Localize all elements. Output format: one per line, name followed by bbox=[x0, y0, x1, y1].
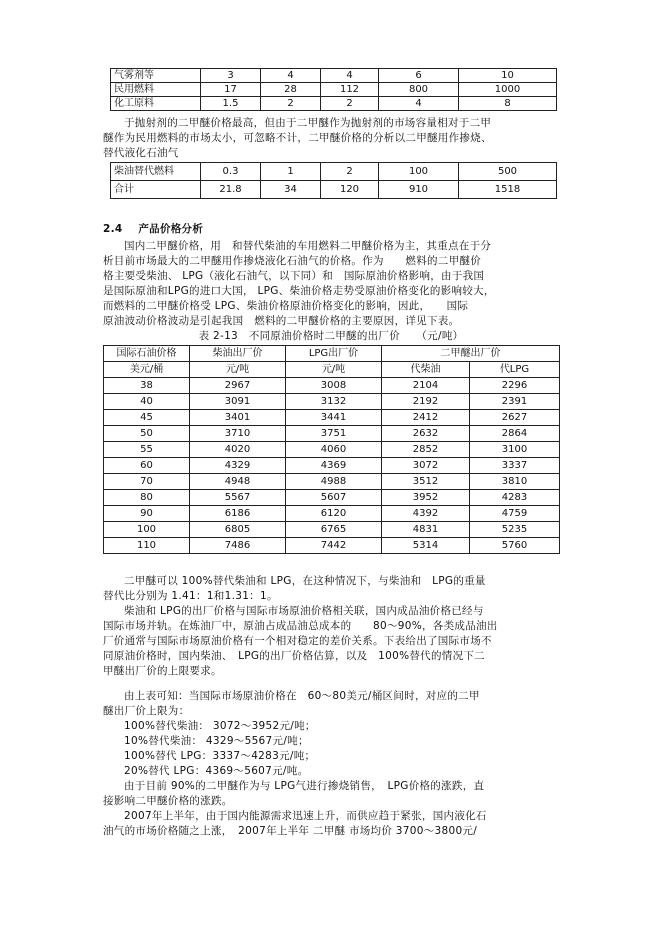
table-cell: 4759 bbox=[470, 506, 560, 522]
table-cell: 1000 bbox=[459, 83, 557, 97]
top-table bbox=[110, 68, 557, 111]
table-cell: 3072 bbox=[382, 458, 470, 474]
para3-line-2: 替代比分别为 1.41：1和1.31：1。 bbox=[103, 590, 278, 602]
table-cell: 60 bbox=[104, 458, 190, 474]
row-label: 民用燃料 bbox=[111, 83, 201, 97]
para1-line-1: 于抛射剂的二甲醚价格最高，但由于二甲醚作为抛射剂的市场容量相对于二甲 bbox=[124, 117, 492, 129]
para5-line-2: 醚出厂价上限为： bbox=[103, 705, 190, 717]
table-cell: 6 bbox=[379, 69, 459, 83]
second-table bbox=[110, 162, 557, 199]
table-cell: 4948 bbox=[190, 474, 286, 490]
table-cell: 2296 bbox=[470, 378, 560, 394]
table-cell: 3810 bbox=[470, 474, 560, 490]
table-cell: 2 bbox=[321, 97, 379, 111]
table-cell: 28 bbox=[261, 83, 321, 97]
table-cell: 3710 bbox=[190, 426, 286, 442]
table-cell: 500 bbox=[459, 163, 557, 181]
para4-line-3: 厂价通常与国际市场原油价格有一个相对稳定的差价关系。下表给出了国际市场不 bbox=[103, 635, 492, 647]
table-cell: 90 bbox=[104, 506, 190, 522]
table-row bbox=[104, 378, 560, 394]
table-cell: 4060 bbox=[286, 442, 382, 458]
table-cell: 2852 bbox=[382, 442, 470, 458]
table-cell: 1 bbox=[261, 163, 321, 181]
table-cell: 8 bbox=[459, 97, 557, 111]
section-title: 产品价格分析 bbox=[138, 223, 204, 235]
para2-line-1: 国内二甲醚价格，用 和替代柴油的车用燃料二甲醚价格为主，其重点在于分 bbox=[124, 240, 492, 252]
header-dme-price: 二甲醚出厂价 bbox=[382, 346, 560, 362]
table-cell: 2 bbox=[321, 163, 379, 181]
table-cell: 6805 bbox=[190, 522, 286, 538]
table-cell: 10 bbox=[459, 69, 557, 83]
table-cell: 120 bbox=[321, 181, 379, 199]
table-cell: 3132 bbox=[286, 394, 382, 410]
table-cell: 45 bbox=[104, 410, 190, 426]
row-label: 柴油替代燃料 bbox=[111, 163, 201, 181]
table-cell: 6765 bbox=[286, 522, 382, 538]
table-cell: 50 bbox=[104, 426, 190, 442]
row-label: 气雾剂等 bbox=[111, 69, 201, 83]
subheader-replace-lpg: 代LPG bbox=[470, 362, 560, 378]
table-cell: 4831 bbox=[382, 522, 470, 538]
price-table-body bbox=[104, 378, 560, 554]
table-cell: 1.5 bbox=[201, 97, 261, 111]
list-item-2: 10%替代柴油： 4329～5567元/吨； bbox=[124, 735, 309, 747]
table-cell: 6120 bbox=[286, 506, 382, 522]
table-cell: 7442 bbox=[286, 538, 382, 554]
table-cell: 4988 bbox=[286, 474, 382, 490]
table-cell: 55 bbox=[104, 442, 190, 458]
table-cell: 910 bbox=[379, 181, 459, 199]
table-row bbox=[111, 181, 557, 199]
table-cell: 4392 bbox=[382, 506, 470, 522]
para2-line-4: 是国际原油和LPG的进口大国， LPG、柴油价格走势受原油价格变化的影响较大， bbox=[103, 285, 495, 297]
table-cell: 7486 bbox=[190, 538, 286, 554]
table-cell: 2627 bbox=[470, 410, 560, 426]
second-table-body bbox=[111, 163, 557, 199]
para4-line-2: 国际市场并轨。在炼油厂中，原油占成品油总成本的 80～90%，各类成品油出 bbox=[103, 620, 498, 632]
table-cell: 4 bbox=[379, 97, 459, 111]
para4-line-5: 甲醚出厂价的上限要求。 bbox=[103, 665, 222, 677]
table-cell: 21.8 bbox=[201, 181, 261, 199]
table-cell: 3751 bbox=[286, 426, 382, 442]
table-row bbox=[104, 442, 560, 458]
table-row bbox=[104, 538, 560, 554]
table-cell: 5567 bbox=[190, 490, 286, 506]
unit-usd-barrel: 美元/桶 bbox=[104, 362, 190, 378]
table-cell: 70 bbox=[104, 474, 190, 490]
table-cell: 17 bbox=[201, 83, 261, 97]
table-cell: 2192 bbox=[382, 394, 470, 410]
para2-line-5: 而燃料的二甲醚价格受 LPG、柴油价格原油价格变化的影响，因此， 国际 bbox=[103, 300, 469, 312]
table-caption: 表 2-13 不同原油价格时二甲醚的出厂价 （元/吨） bbox=[198, 330, 464, 342]
table-row bbox=[104, 522, 560, 538]
table-cell: 3401 bbox=[190, 410, 286, 426]
para1-line-2: 醚作为民用燃料的市场太小，可忽略不计，二甲醚价格的分析以二甲醚用作掺烧、 bbox=[103, 132, 492, 144]
table-cell: 4369 bbox=[286, 458, 382, 474]
table-cell: 38 bbox=[104, 378, 190, 394]
table-row bbox=[104, 474, 560, 490]
para2-line-3: 格主要受柴油、 LPG（液化石油气，以下同）和 国际原油价格影响，由于我国 bbox=[103, 270, 485, 282]
unit-diesel: 元/吨 bbox=[190, 362, 286, 378]
table-cell: 3952 bbox=[382, 490, 470, 506]
para3-line-1: 二甲醚可以 100%替代柴油和 LPG，在这种情况下，与柴油和 LPG的重量 bbox=[124, 575, 486, 587]
table-row bbox=[111, 97, 557, 111]
table-cell: 4 bbox=[261, 69, 321, 83]
table-cell: 3337 bbox=[470, 458, 560, 474]
table-cell: 5314 bbox=[382, 538, 470, 554]
para4-line-4: 同原油价格时，国内柴油、 LPG的出厂价格估算，以及 100%替代的情况下二 bbox=[103, 650, 485, 662]
table-cell: 3091 bbox=[190, 394, 286, 410]
table-row bbox=[104, 490, 560, 506]
table-cell: 34 bbox=[261, 181, 321, 199]
table-cell: 100 bbox=[104, 522, 190, 538]
table-cell: 5235 bbox=[470, 522, 560, 538]
para7-line-1: 2007年上半年，由于国内能源需求迅速上升，而供应趋于紧张，国内液化石 bbox=[124, 810, 487, 822]
table-cell: 3441 bbox=[286, 410, 382, 426]
para5-line-1: 由上表可知：当国际市场原油价格在 60～80美元/桶区间时，对应的二甲 bbox=[124, 690, 480, 702]
table-cell: 2412 bbox=[382, 410, 470, 426]
table-cell: 40 bbox=[104, 394, 190, 410]
table-cell: 4329 bbox=[190, 458, 286, 474]
table-row bbox=[104, 458, 560, 474]
table-cell: 3008 bbox=[286, 378, 382, 394]
price-table bbox=[103, 345, 560, 554]
table-cell: 4 bbox=[321, 69, 379, 83]
table-row bbox=[104, 394, 560, 410]
price-table-head bbox=[104, 346, 560, 378]
row-label: 化工原料 bbox=[111, 97, 201, 111]
header-oil-price: 国际石油价格 bbox=[104, 346, 190, 362]
para2-line-2: 析目前市场最大的二甲醚用作掺烧液化石油气的价格。作为 燃料的二甲醚价 bbox=[103, 255, 481, 267]
table-row bbox=[104, 410, 560, 426]
table-row bbox=[104, 426, 560, 442]
table-cell: 5760 bbox=[470, 538, 560, 554]
table-cell: 3512 bbox=[382, 474, 470, 490]
table-cell: 80 bbox=[104, 490, 190, 506]
para4-line-1: 柴油和 LPG的出厂价格与国际市场原油价格相关联，国内成品油价格已经与 bbox=[124, 605, 484, 617]
top-table-body bbox=[111, 69, 557, 111]
table-cell: 800 bbox=[379, 83, 459, 97]
subheader-replace-diesel: 代柴油 bbox=[382, 362, 470, 378]
table-cell: 2967 bbox=[190, 378, 286, 394]
header-diesel-price: 柴油出厂价 bbox=[190, 346, 286, 362]
list-item-4: 20%替代 LPG：4369～5607元/吨。 bbox=[124, 765, 309, 777]
table-cell: 4283 bbox=[470, 490, 560, 506]
table-cell: 2864 bbox=[470, 426, 560, 442]
list-item-1: 100%替代柴油： 3072～3952元/吨； bbox=[124, 720, 316, 732]
table-cell: 1518 bbox=[459, 181, 557, 199]
para2-line-6: 原油波动价格波动是引起我国 燃料的二甲醚价格的主要原因，详见下表。 bbox=[103, 315, 460, 327]
para1-line-3: 替代液化石油气 bbox=[103, 147, 179, 159]
table-cell: 4020 bbox=[190, 442, 286, 458]
table-cell: 2632 bbox=[382, 426, 470, 442]
table-row bbox=[111, 83, 557, 97]
table-cell: 100 bbox=[379, 163, 459, 181]
table-cell: 5607 bbox=[286, 490, 382, 506]
unit-lpg: 元/吨 bbox=[286, 362, 382, 378]
section-heading bbox=[103, 222, 203, 236]
table-cell: 2 bbox=[261, 97, 321, 111]
table-cell: 6186 bbox=[190, 506, 286, 522]
section-number: 2.4 bbox=[103, 223, 123, 235]
table-cell: 2104 bbox=[382, 378, 470, 394]
para6-line-2: 接影响二甲醚价格的涨跌。 bbox=[103, 795, 233, 807]
table-cell: 110 bbox=[104, 538, 190, 554]
table-row bbox=[111, 163, 557, 181]
table-cell: 112 bbox=[321, 83, 379, 97]
header-lpg-price: LPG出厂价 bbox=[286, 346, 382, 362]
list-item-3: 100%替代 LPG：3337～4283元/吨； bbox=[124, 750, 316, 762]
table-cell: 3 bbox=[201, 69, 261, 83]
table-row bbox=[104, 506, 560, 522]
table-cell: 2391 bbox=[470, 394, 560, 410]
para7-line-2: 油气的市场价格随之上涨， 2007年上半年 二甲醚 市场均价 3700～3800元/ bbox=[103, 825, 478, 837]
row-label: 合计 bbox=[111, 181, 201, 199]
table-cell: 0.3 bbox=[201, 163, 261, 181]
para6-line-1: 由于目前 90%的二甲醚作为与 LPG气进行掺烧销售， LPG价格的涨跌，直 bbox=[124, 780, 485, 792]
table-cell: 3100 bbox=[470, 442, 560, 458]
table-row bbox=[111, 69, 557, 83]
